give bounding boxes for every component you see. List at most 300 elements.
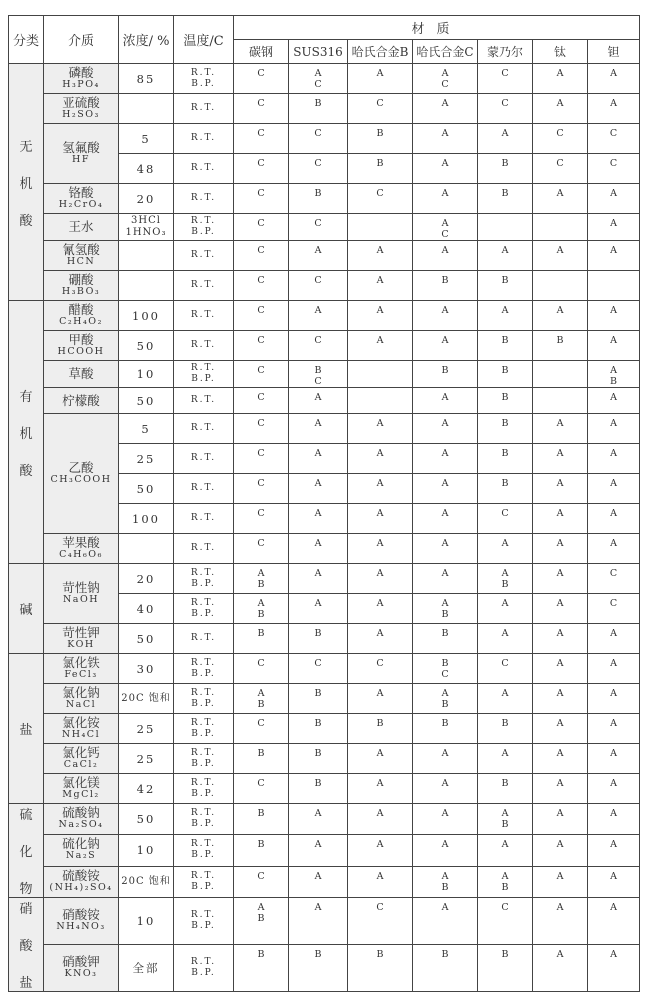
medium-formula: NH₄Cl [61,728,101,740]
corrosion-resistance-table [8,15,640,992]
rating-grade: C [501,98,509,109]
rating-carbon-steel [234,564,289,594]
category-cell [9,301,44,564]
rating-grade: A [501,598,509,609]
temperature-cell [174,214,234,241]
concentration-cell: 20C 饱和 [119,866,174,897]
rating-sus316 [289,301,348,331]
category-char: 硫 [19,808,33,823]
rating-hastelloy-b [348,64,413,94]
rating-grade: B [376,949,384,960]
concentration-cell: 5 [119,124,174,154]
rating-sus316 [289,898,348,945]
rating-grade: A [376,748,384,759]
rating-grade: A [610,748,617,759]
temperature-value: R.T. [190,717,217,728]
table-row [9,388,640,414]
medium-formula: H₂CrO₄ [58,198,104,210]
rating-carbon-steel [234,214,289,241]
rating-grade: C [314,376,322,387]
medium-name: 亚硫酸 [62,94,100,110]
rating-tantalum [588,654,640,684]
rating-sus316 [289,504,348,534]
category-char: 机 [19,426,33,442]
rating-grade: A [257,568,265,579]
rating-grade: A [376,305,384,316]
rating-sus316 [289,444,348,474]
medium-name: 草酸 [68,366,94,381]
table-row [9,835,640,866]
rating-grade: C [257,365,265,376]
header-material-monel: 蒙乃尔 [478,40,533,64]
concentration-cell: 20 [119,184,174,214]
rating-hastelloy-c [413,684,478,714]
rating-carbon-steel [234,331,289,361]
rating-carbon-steel [234,241,289,271]
temperature-cell [174,124,234,154]
rating-sus316 [289,624,348,654]
temperature-value: R.T. [190,163,217,173]
medium-name: 氯化钠 [62,684,100,700]
rating-hastelloy-b [348,124,413,154]
medium-cell [44,301,119,331]
rating-grade: B [441,275,449,286]
rating-grade: B [314,778,322,789]
medium-name: 磷酸 [68,64,94,80]
concentration-cell: 20 [119,564,174,594]
temperature-cell [174,504,234,534]
rating-sus316 [289,534,348,564]
rating-tantalum [588,835,640,866]
rating-grade: C [501,508,509,519]
rating-grade: A [376,508,384,519]
rating-sus316 [289,835,348,866]
rating-monel [478,866,533,897]
category-char: 酸 [19,939,33,954]
table-row [9,804,640,835]
rating-grade: B [441,658,449,669]
temperature-value: B.P. [191,758,216,769]
medium-name: 柠檬酸 [62,392,100,408]
medium-formula: H₂SO₃ [62,108,100,120]
rating-grade: C [376,658,384,669]
concentration-cell: 42 [119,774,174,804]
rating-hastelloy-c [413,124,478,154]
rating-monel [478,474,533,504]
medium-cell [44,331,119,361]
temperature-cell [174,94,234,124]
rating-sus316 [289,474,348,504]
rating-grade: A [556,478,564,489]
medium-formula: NH₄NO₃ [56,921,106,932]
medium-cell [44,654,119,684]
medium-name: 硫化钠 [62,836,100,852]
rating-grade: A [501,128,509,139]
rating-titanium [533,534,588,564]
medium-name: 氯化钙 [62,744,100,760]
rating-grade: C [257,275,265,286]
rating-hastelloy-b [348,624,413,654]
rating-hastelloy-b [348,184,413,214]
rating-grade: A [314,392,322,403]
concentration-cell: 85 [119,64,174,94]
rating-hastelloy-c [413,444,478,474]
rating-grade: A [441,418,449,429]
rating-titanium [533,504,588,534]
rating-grade: B [501,579,509,590]
rating-sus316 [289,271,348,301]
rating-carbon-steel [234,866,289,897]
concentration-cell: 50 [119,388,174,414]
rating-grade: A [610,478,617,489]
concentration-cell: 100 [119,301,174,331]
rating-grade: B [501,158,509,169]
category-char: 硝 [19,902,33,917]
rating-grade: A [314,245,322,256]
rating-grade: B [441,718,449,729]
rating-grade: B [501,275,509,286]
rating-sus316 [289,654,348,684]
rating-hastelloy-c [413,564,478,594]
rating-grade: A [610,98,617,109]
rating-carbon-steel [234,361,289,388]
category-char: 盐 [19,723,33,738]
rating-grade: A [441,448,449,459]
rating-monel [478,684,533,714]
rating-monel [478,624,533,654]
rating-grade: B [314,365,322,376]
rating-grade: C [314,275,322,286]
rating-tantalum [588,241,640,271]
rating-grade: A [314,839,322,851]
rating-hastelloy-b [348,564,413,594]
medium-name: 氯化铁 [62,654,100,670]
medium-name: 苛性钾 [62,624,100,640]
medium-name: 甲酸 [68,331,94,347]
temperature-value: B.P. [191,668,216,679]
rating-carbon-steel [234,804,289,835]
rating-carbon-steel [234,271,289,301]
rating-carbon-steel [234,684,289,714]
rating-monel [478,64,533,94]
rating-grade: A [610,949,617,960]
rating-hastelloy-c [413,744,478,774]
medium-name: 氰氢酸 [62,241,100,257]
table-row [9,124,640,154]
rating-titanium [533,124,588,154]
temperature-value: R.T. [190,103,217,113]
rating-grade: A [501,748,509,759]
concentration-cell: 25 [119,444,174,474]
rating-hastelloy-b [348,301,413,331]
rating-grade: A [376,245,384,256]
temperature-cell [174,624,234,654]
table-row [9,241,640,271]
temperature-cell [174,774,234,804]
rating-grade: C [376,902,384,913]
rating-grade: B [441,365,449,376]
temperature-value: R.T. [190,193,217,203]
rating-sus316 [289,388,348,414]
rating-grade: B [441,949,449,960]
rating-grade: A [376,538,384,549]
rating-tantalum [588,774,640,804]
header-concentration: 浓度/ % [119,16,174,64]
rating-grade: A [441,598,449,609]
rating-hastelloy-b [348,684,413,714]
category-char: 机 [19,176,33,192]
rating-grade: A [610,718,617,729]
rating-titanium [533,866,588,897]
medium-name: 硝酸钾 [62,954,100,969]
rating-hastelloy-b [348,474,413,504]
rating-grade: A [610,392,617,403]
rating-hastelloy-c [413,388,478,414]
rating-monel [478,835,533,866]
temperature-value: R.T. [190,597,217,608]
rating-monel [478,271,533,301]
medium-formula: HCN [66,255,96,267]
temperature-value: B.P. [191,819,216,830]
rating-grade: A [501,688,509,699]
rating-grade: A [441,568,449,579]
rating-grade: A [257,598,265,609]
rating-monel [478,504,533,534]
rating-hastelloy-b [348,241,413,271]
rating-grade: C [501,68,509,79]
rating-sus316 [289,414,348,444]
temperature-cell [174,154,234,184]
medium-formula: KOH [67,638,95,650]
rating-tantalum [588,714,640,744]
temperature-cell [174,714,234,744]
table-row [9,744,640,774]
concentration-cell: 10 [119,835,174,866]
medium-cell [44,564,119,624]
rating-grade: C [501,902,509,913]
temperature-cell [174,654,234,684]
rating-grade: B [314,718,322,729]
rating-grade: B [376,718,384,729]
rating-sus316 [289,714,348,744]
rating-titanium [533,684,588,714]
rating-hastelloy-b [348,714,413,744]
temperature-value: R.T. [190,808,217,819]
rating-grade: A [314,478,322,489]
header-material-sus316: SUS316 [289,40,348,64]
rating-sus316 [289,124,348,154]
rating-grade: A [257,688,265,699]
rating-grade: C [257,392,265,403]
medium-formula: HCOOH [57,345,105,357]
rating-grade: C [441,229,449,240]
temperature-cell [174,684,234,714]
rating-grade: C [314,158,322,169]
rating-tantalum [588,331,640,361]
rating-carbon-steel [234,94,289,124]
temperature-value: R.T. [190,910,217,920]
rating-titanium [533,564,588,594]
rating-carbon-steel [234,624,289,654]
rating-hastelloy-b [348,744,413,774]
rating-grade: A [441,188,449,199]
concentration-cell: 20C 饱和 [119,684,174,714]
rating-grade: A [376,688,384,699]
rating-monel [478,184,533,214]
rating-grade: B [501,392,509,403]
rating-hastelloy-b [348,804,413,835]
rating-hastelloy-b [348,444,413,474]
rating-hastelloy-c [413,214,478,241]
rating-tantalum [588,594,640,624]
rating-monel [478,301,533,331]
temperature-value: R.T. [190,395,217,405]
concentration-cell [119,94,174,124]
rating-grade: A [610,218,617,229]
rating-grade: A [556,68,564,79]
rating-sus316 [289,774,348,804]
category-char: 盐 [19,976,33,991]
table-row [9,654,640,684]
rating-hastelloy-c [413,654,478,684]
rating-grade: A [441,778,449,789]
rating-hastelloy-b [348,331,413,361]
rating-grade: A [441,128,449,139]
rating-monel [478,241,533,271]
rating-grade: C [257,245,265,256]
rating-sus316 [289,241,348,271]
concentration-cell: 48 [119,154,174,184]
temperature-value: R.T. [190,747,217,758]
medium-name: 硼酸 [68,271,94,287]
table-row [9,94,640,124]
rating-grade: C [257,335,265,346]
rating-grade: A [376,68,384,79]
rating-grade: B [257,913,265,924]
rating-tantalum [588,271,640,301]
rating-grade: B [501,365,509,376]
medium-cell [44,835,119,866]
temperature-cell [174,744,234,774]
rating-grade: A [501,808,509,819]
rating-carbon-steel [234,474,289,504]
rating-titanium [533,241,588,271]
temperature-cell [174,271,234,301]
temperature-value: R.T. [190,280,217,290]
temperature-cell [174,241,234,271]
medium-formula: MgCl₂ [62,788,100,800]
rating-hastelloy-c [413,474,478,504]
concentration-cell: 100 [119,504,174,534]
rating-grade: B [441,609,449,620]
category-char: 物 [19,882,33,897]
rating-hastelloy-c [413,835,478,866]
rating-tantalum [588,154,640,184]
rating-monel [478,388,533,414]
rating-grade: A [314,598,322,609]
category-cell [9,898,44,992]
rating-hastelloy-b [348,214,413,241]
category-cell [9,804,44,898]
rating-grade: A [556,508,564,519]
temperature-cell [174,64,234,94]
rating-grade: A [556,688,564,699]
rating-grade: A [314,448,322,459]
rating-grade: A [610,688,617,699]
rating-grade: A [556,949,564,960]
category-cell [9,564,44,654]
rating-grade: A [441,158,449,169]
rating-grade: B [376,158,384,169]
medium-name: 氯化铵 [62,714,100,730]
rating-hastelloy-c [413,331,478,361]
rating-sus316 [289,214,348,241]
rating-titanium [533,804,588,835]
rating-tantalum [588,388,640,414]
rating-grade: A [441,688,449,699]
medium-name: 硝酸铵 [62,907,100,922]
rating-grade: A [376,778,384,789]
rating-grade: A [556,418,564,429]
rating-grade: A [441,335,449,346]
rating-grade: A [441,98,449,109]
rating-hastelloy-b [348,388,413,414]
rating-tantalum [588,804,640,835]
temperature-value: R.T. [190,513,217,523]
rating-tantalum [588,898,640,945]
rating-grade: A [441,508,449,519]
rating-grade: B [314,688,322,699]
rating-grade: B [257,699,265,710]
medium-cell [44,714,119,744]
category-char: 酸 [19,213,33,229]
rating-grade: A [556,902,564,913]
rating-grade: A [556,870,564,882]
rating-monel [478,444,533,474]
rating-tantalum [588,414,640,444]
rating-hastelloy-c [413,804,478,835]
rating-grade: B [501,819,509,830]
rating-titanium [533,154,588,184]
rating-carbon-steel [234,154,289,184]
rating-titanium [533,474,588,504]
concentration-cell [119,271,174,301]
rating-hastelloy-c [413,414,478,444]
temperature-value: R.T. [190,216,217,226]
concentration-cell: 50 [119,804,174,835]
rating-titanium [533,184,588,214]
rating-grade: C [609,158,618,169]
rating-monel [478,124,533,154]
rating-hastelloy-c [413,594,478,624]
medium-name: 氯化镁 [62,774,100,790]
temperature-cell [174,804,234,835]
rating-grade: A [257,902,265,913]
rating-grade: B [257,949,265,960]
rating-carbon-steel [234,744,289,774]
medium-cell [44,744,119,774]
rating-grade: C [376,98,384,109]
category-char: 化 [19,845,33,860]
medium-cell [44,388,119,414]
rating-tantalum [588,184,640,214]
rating-grade: A [556,808,564,819]
table-row [9,564,640,594]
concentration-cell: 50 [119,331,174,361]
medium-cell [44,214,119,241]
temperature-cell [174,331,234,361]
rating-tantalum [588,301,640,331]
